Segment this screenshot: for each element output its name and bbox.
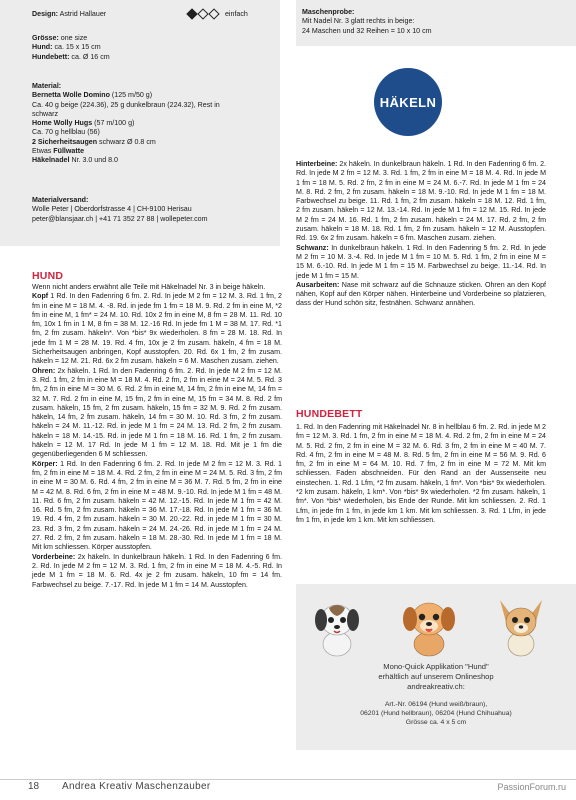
magazine-title: Andrea Kreativ Maschenzauber	[62, 781, 211, 792]
page-number: 18	[28, 781, 40, 792]
hund-section	[32, 270, 282, 590]
diamond-empty-icon	[208, 8, 219, 19]
spec-size: Grösse: one size	[32, 34, 88, 42]
spec-bed: Hundebett: ca. Ø 16 cm	[32, 52, 110, 61]
badge-label: HÄKELN	[379, 94, 437, 110]
page-footer	[0, 774, 576, 800]
material-block: Material: Bernetta Wolle Domino (125 m/50 g) Ca. 40 g beige (224.36), 25 g dunkelbraun (224.32), Rest in schwarz Home Wolly Hugs (57 m/100 g) Ca. 70 g hellblau (56) 2 Sicherheitsaugen schwarz Ø 0.8 cm Etwas Füllwatte Häkelnadel Nr. 3.0 und 8.0	[32, 82, 272, 166]
hund-heading: HUND	[32, 270, 64, 282]
footer-divider	[0, 779, 576, 780]
hund-kopf: Kopf 1 Rd. In den Fadenring 6 fm. 2. Rd. In jede M 2 fm = 12 M. 3. Rd. 1 fm, 2 fm in eine M = 18 M. 4. -8. Rd. in jede fm 1 fm = 18 M. 9. Rd. 2 fm in eine M, *2 fm in eine M, 1 fm* = 24 M. 10. Rd. 10x 2 fm in eine M, 8 fm = 28 M. 11. Rd. 10 fm, 10x 1 fm in 1 M, 8 fm = 38 M. 12.-16 Rd. In jede fm 1 M = 38 M. 17. Rd. *1 fm, 2 fm zusam. häkeln*. Von *bis* 9x wiederholen. 8 fm = 28 M. 18. Rd. In jede fm 1 M = 28 M. 19. Rd. 4 fm, 10x je 2 fm zusam. häkeln, 4 fm = 18 M. Sicherheitsaugen anbringen, Kopf ausstopfen. 20. Rd. 6x 1 fm, 2 fm zusam. häkeln = 12 M. 21. Rd. 6x 2 fm zusam. häkeln = 6 M. Maschen zusam. ziehen.	[32, 292, 282, 366]
difficulty-rating	[186, 10, 248, 19]
spec-dog: Hund: ca. 15 x 15 cm	[32, 43, 101, 52]
diamond-filled-icon	[186, 8, 197, 19]
hund-koerper: Körper: 1 Rd. In den Fadenring 6 fm. 2. Rd. In jede M 2 fm = 12 M. 3. Rd. 1 fm, 2 fm in eine M = 18 M. 4. Rd. 2 fm, 2 fm in eine M = 24 M. 5. Rd. 3 fm, 2 fm in eine M = 30 M. 6. Rd. 4 fm, 2 fm in eine M = 36 M. 7. Rd. 5 fm, 2 fm in eine M = 42 M. 8. Rd. 6 fm, 2 fm in eine M = 48 M. 9.-10. Rd. In jede M 1 fm = 48 M. 11. Rd. 6 fm, 2 fm zusam. häkeln = 42 M. 12.-15. Rd. In jede M 1 fm = 42 M. 16. Rd. 5 fm, 2 fm zusam. häkeln = 36 M. 17.-18. Rd. In jede M 1 fm = 36 M. 19. Rd. 4 fm, 2 fm zusam. häkeln = 30 M. 20.-22. Rd. in jede M 1 fm = 30 M. 23. Rd. 3 fm, 2 fm zusam. häkeln = 24 M. 24.-26. Rd. in jede M 1 fm = 24 M. 27. Rd. 2 fm, 2 fm zusam. häkeln = 18 M. 28.-30. Rd. In jede M 1 fm = 18 M. Mit km schliessen. Körper ausstopfen.	[32, 459, 282, 552]
promo-line3: andreakreativ.ch:	[407, 682, 465, 691]
watermark: PassionForum.ru	[497, 782, 566, 792]
ausarbeiten-paragraph: Ausarbeiten: Nase mit schwarz auf die Schnauze sticken. Ohren an den Kopf nähen, Kopf auf den Körper nähen. Hinterbeine und Vorderbeine so platzieren, dass der Hund schön sitz, festnähen. Schwanz annähen.	[296, 280, 546, 308]
haekeln-badge	[374, 68, 442, 136]
versand-title: Materialversand:	[32, 196, 89, 204]
dog-white-brown-icon	[310, 596, 364, 658]
hundebett-section	[296, 408, 546, 525]
versand-address: Wolle Peter | Oberdorfstrasse 4 | CH-9100 Herisau	[32, 205, 192, 214]
promo-art2: 06201 (Hund hellbraun), 06204 (Hund Chihuahua)	[360, 710, 512, 717]
difficulty-label: einfach	[224, 10, 248, 18]
schwanz-paragraph: Schwanz: In dunkelbraun häkeln. 1 Rd. In den Fadenring 5 fm. 2. Rd. In jede M 2 fm = 10 M. 3.-4. Rd. In jede M 1 fm = 10 M. 5. Rd. 1 fm, 2 fm in eine M = 15 M. 6.-10. Rd. In jede M 1 fm = 15 M. Farbwechsel zu beige. 11.-14. Rd. In jede M 1 fm = 15 M.	[296, 243, 546, 280]
hundebett-heading: HUNDEBETT	[296, 408, 363, 420]
promo-line2: erhältlich auf unserem Onlineshop	[378, 672, 494, 681]
dog-light-brown-icon	[398, 594, 460, 658]
promo-art3: Grösse ca. 4 x 5 cm	[405, 719, 467, 726]
specs-block	[32, 34, 272, 62]
hundebett-text: 1. Rd. In den Fadenring mit Häkelnadel Nr. 8 in hellblau 6 fm. 2. Rd. in jede M 2 fm = 12 M. 3. Rd. 1 fm, 2 fm in eine M = 18 M. 4. Rd. 2 fm, 2 fm in eine M = 24 M. 5. Rd. 2 fm, 2 fm in eine M = 32 M. 6. Rd. 3 fm, 2 fm in eine M = 40 M. 7. Rd. 4 fm, 2 fm in eine M = 48 M. 8. Rd. 5 fm, 2 fm in eine M = 56 M. 9. Rd. 6 fm, 2 fm in eine M = 64 M. 10. Rd. 7 fm, 2 fm in eine M = 72 M. Mit km schliessen. Faden abschneiden. Für den Rand an der Aussenseite neu einstechen. 1. Rd. 1 Lfm, *2 fm zusam. häkeln, 1 fm*. Von *bis* 9x wiederholen. *2 km zusam. häkeln, 1 km*. Von *bis* 9x wiederholen. *2 fm zusam. häkeln, 1 fm*. Von *bis* wiederholen, bis Ende der Runde. Mit km schliessen. 2. Rd. 1 Lfm, in jede fm 1 fm, in jede km 1 km. Mit km schliessen. 3. Rd. 1 Lfm, in jede fm 1 fm, in jede km 1 km. Mit km schliessen.	[296, 423, 546, 524]
promo-text	[296, 662, 576, 727]
diamond-empty-icon	[197, 8, 208, 19]
design-value: Astrid Hallauer	[59, 10, 107, 18]
design-label: Design:	[32, 10, 59, 18]
right-column-text	[296, 160, 546, 309]
hund-vorderbeine: Vorderbeine: 2x häkeln. In dunkelbraun häkeln. 1 Rd. In den Fadenring 6 fm. 2. Rd. In jede M 2 fm = 12 M. 3. Rd. 1 fm, 2 fm in eine M = 18 M. 4.-5. Rd. In jede M 1 fm = 18 M. 6. Rd. 4x je 2 fm zusam. häkeln, 10 fm = 14 fm. Farbwechsel zu beige. 7.-17. Rd. In jede M 1 fm = 14 M. Ausstopfen.	[32, 552, 282, 589]
promo-art1: Art.-Nr. 06194 (Hund weiß/braun),	[384, 701, 488, 708]
versand-contact: peter@blansjaar.ch | +41 71 352 27 88 | wollepeter.com	[32, 214, 208, 223]
maschenprobe-block: Maschenprobe: Mit Nadel Nr. 3 glatt rechts in beige: 24 Maschen und 32 Reihen = 10 x 10 cm	[302, 8, 562, 36]
difficulty-diamonds-icon	[186, 10, 219, 18]
versand-block	[32, 196, 277, 224]
hund-intro: Wenn nicht anders erwähnt alle Teile mit Häkelnadel Nr. 3 in beige häkeln.	[32, 283, 266, 291]
promo-line1: Mono-Quick Applikation "Hund"	[383, 662, 489, 671]
hund-ohren: Ohren: 2x häkeln. 1 Rd. In den Fadenring 6 fm. 2. Rd. In jede M 2 fm = 12 M. 3. Rd. 1 fm, 2 fm in eine M = 18 M. 4. Rd. 2 fm, 2 fm in eine M = 24 M. 5. Rd. 3 fm, 2 fm in eine M = 30 M. 6. Rd. 2 fm in eine M, 14 fm, 2 fm in eine M, 14 fm = 32 M. 7. Rd. 2 fm in eine M, 15 fm, 2 fm in eine M, 15 fm = 34 M. 8. Rd. 2 fm zusam. häkeln, 15 fm, 2 fm zusam. häkeln, 15 fm = 32 M. 9. Rd. 2 fm zusam. häkeln, 14 fm, 2 fm zusam. häkeln, 14 fm = 30 M. 10. Rd. 3 fm, 2 fm zusam. häkeln = 24 M. 11.-12. Rd. in jede M 1 fm = 24 M. 13. Rd. 2 fm, 2 fm zusam. häkeln = 18 M. 14.-15. Rd. in jede M 1 fm = 18 M. 16. Rd. 1 fm, 2 fm zusam. häkeln = 12 M. 17 Rd. In jede M 1 fm = 12 M. 18. Rd. Mit je 1 fm die gegenüberliegenden 6 M schliessen.	[32, 366, 282, 459]
material-title: Material:	[32, 82, 62, 90]
hinterbeine-paragraph: Hinterbeine: 2x häkeln. In dunkelbraun häkeln. 1 Rd. In den Fadenring 6 fm. 2. Rd. In jede M 2 fm = 12 M. 3. Rd. 1 fm, 2 fm in eine M = 18 M. 4. Rd. In jede M 1 fm = 18 M. 5. Rd. 2 fm, 2 fm in eine M = 24 M. 6.-7. Rd. In jede M 1 fm = 24 M. 8. Rd. 2 fm, 2 fm zusam. häkeln = 18 M. 9.-10. Rd. In jede M 1 fm = 18 M. Farbwechsel zu beige. 11. Rd. 1 fm, 2 fm zusam. häkeln = 18 M. 12. Rd. 1 fm, 2 fm zusam. häkeln = 12 M. 13.-14. Rd. In jede M 1 fm = 12 M. 15. Rd. In jede M 2 fm = 24 M. 16. Rd. 1 fm, 2 fm zusam. häkeln = 24 M. 17. Rd. 2 fm, 2 fm zusam. häkeln = 18 M. 18. Rd. 1 fm, 2 fm zusam. häkeln = 12 M. Ausstopfen. Rd. 19. 6x 2 fm zusam. häkeln = 6 fm. Maschen zusam. ziehen.	[296, 160, 546, 243]
maschenprobe-title: Maschenprobe:	[302, 8, 355, 16]
dog-chihuahua-icon	[492, 594, 550, 658]
